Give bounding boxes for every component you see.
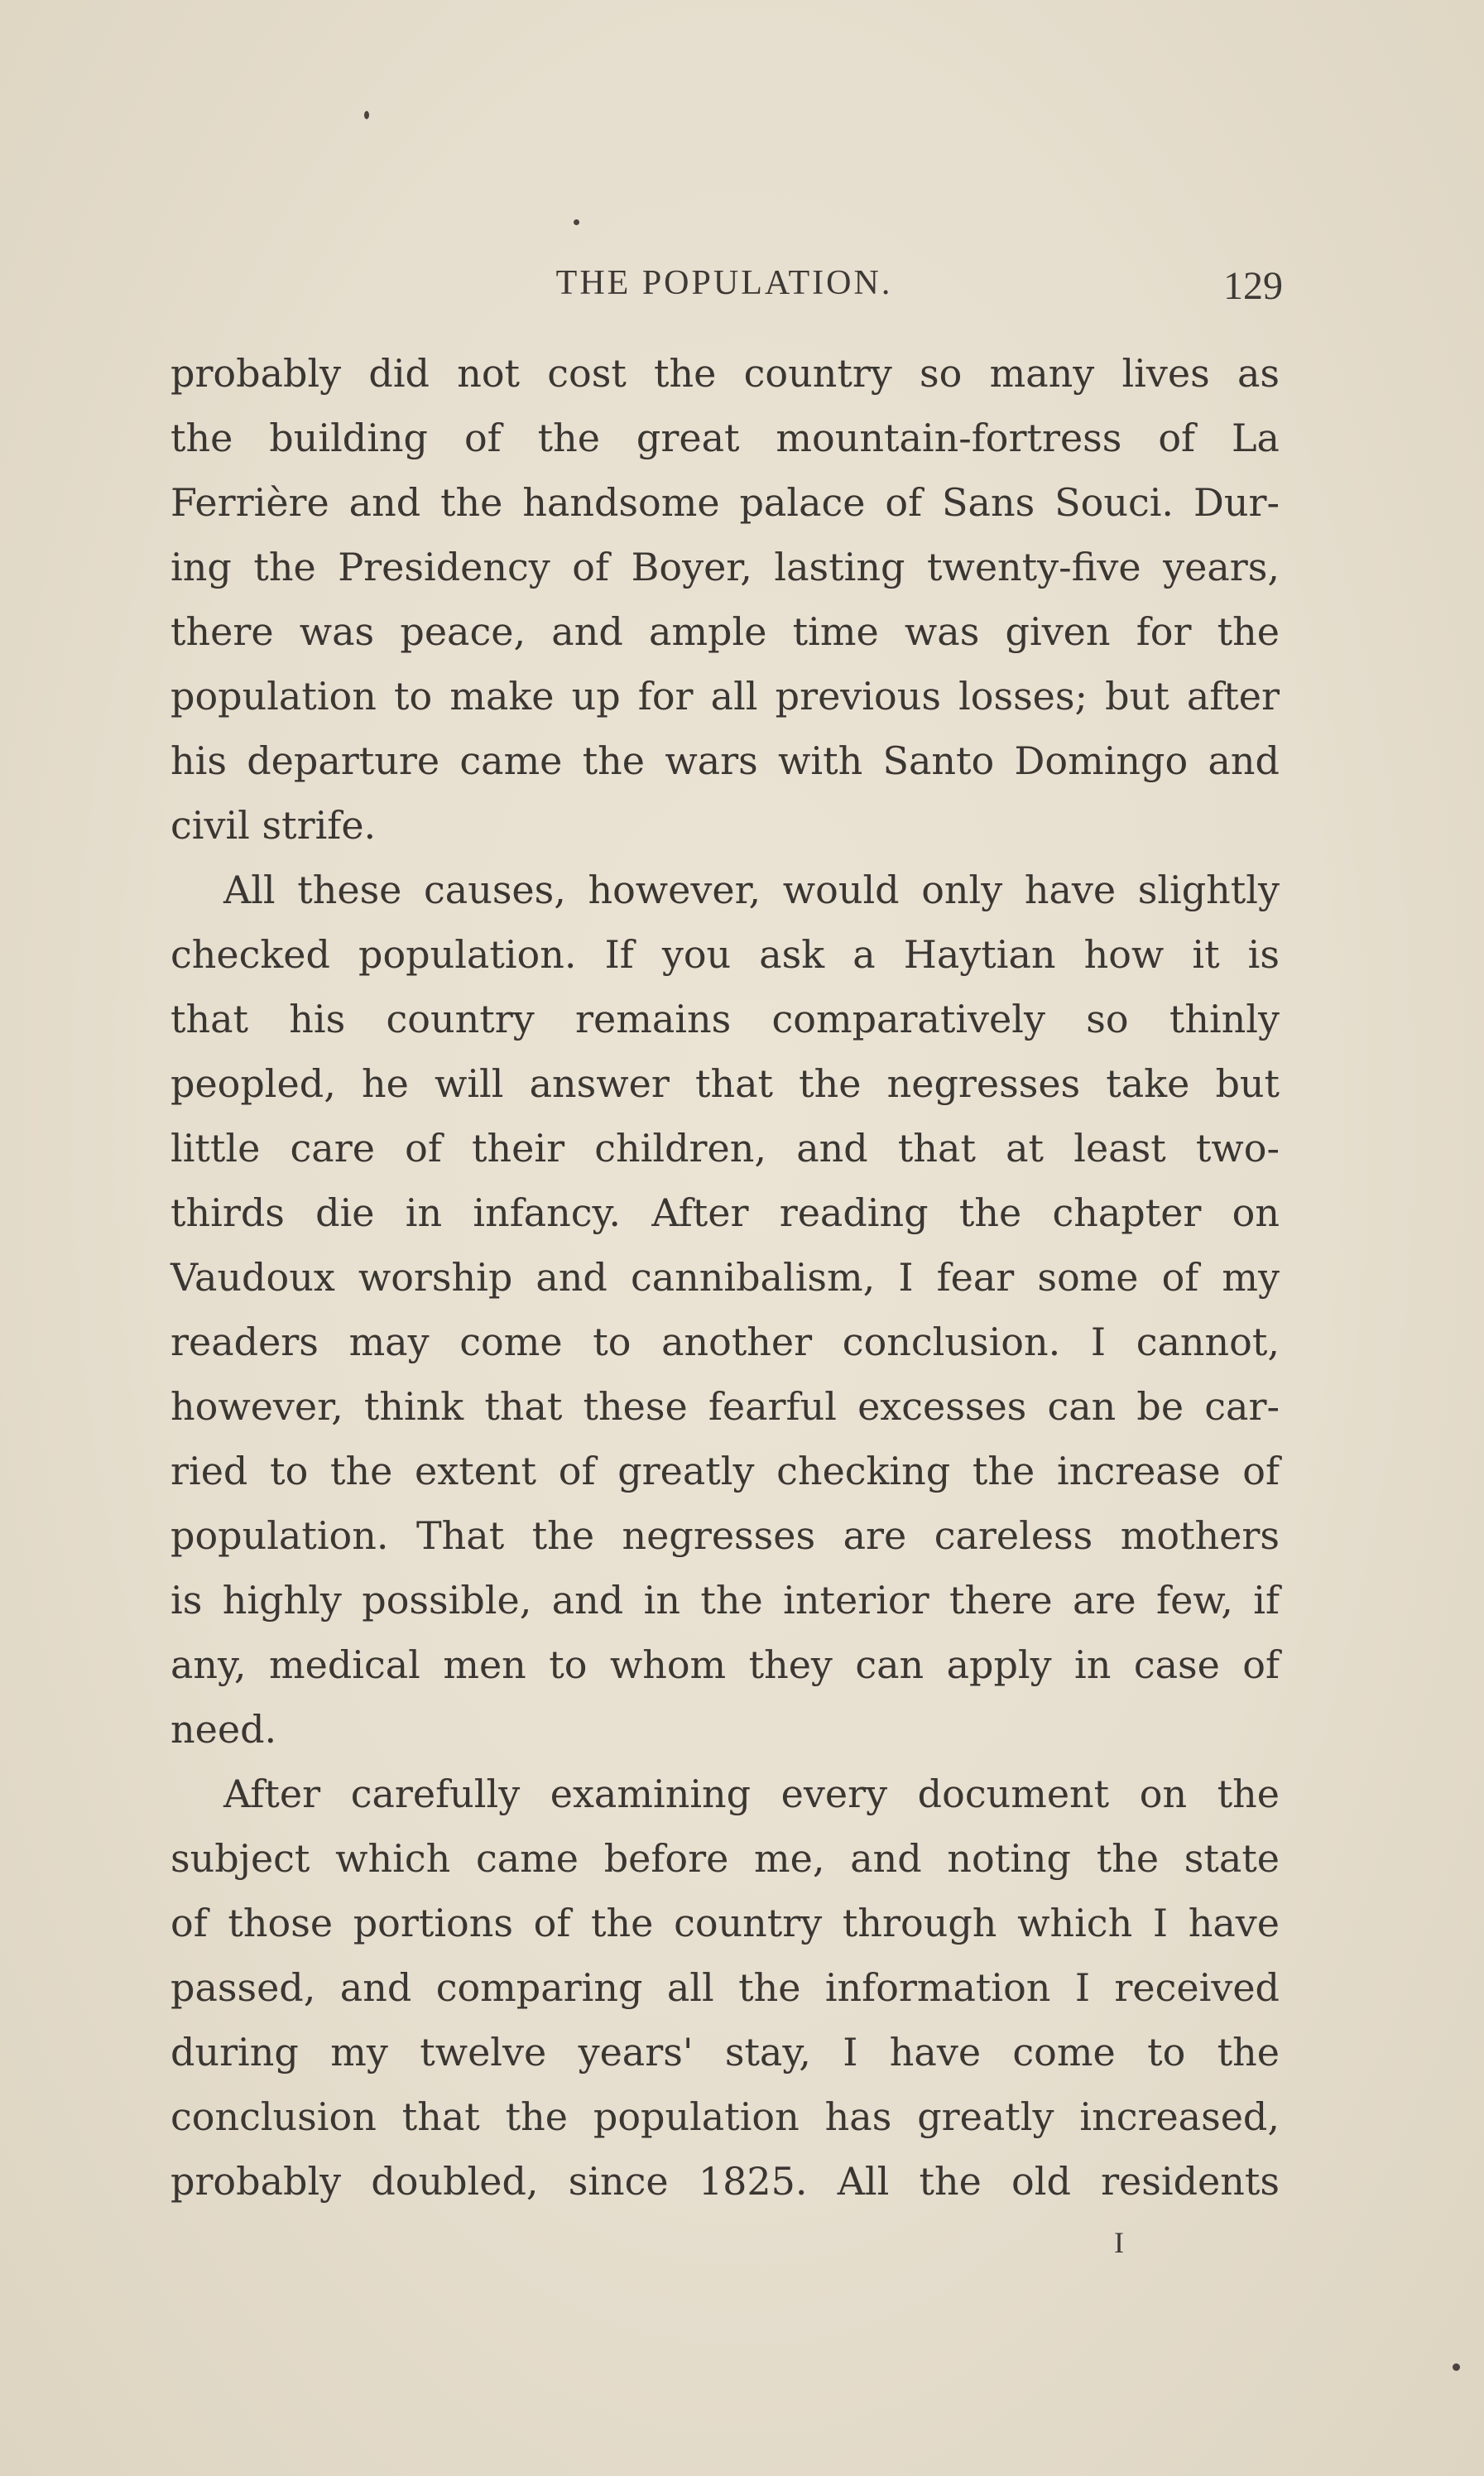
text-line: population to make up for all previous losses; but after bbox=[170, 674, 1280, 719]
text-line: readers may come to another conclusion. I cannot, bbox=[170, 1320, 1280, 1364]
text-line: during my twelve years' stay, I have come to the bbox=[170, 2030, 1280, 2075]
text-line: conclusion that the population has greatly increased, bbox=[170, 2094, 1280, 2139]
text-line: All these causes, however, would only have slightly bbox=[223, 868, 1280, 912]
text-line: ing the Presidency of Boyer, lasting twenty-five years, bbox=[170, 545, 1280, 589]
text-line: subject which came before me, and noting the state bbox=[170, 1836, 1280, 1881]
text-line: that his country remains comparatively so thinly bbox=[170, 997, 1280, 1041]
text-line: need. bbox=[170, 1707, 277, 1752]
ink-speck bbox=[364, 111, 369, 119]
text-line: of those portions of the country through which I have bbox=[170, 1901, 1280, 1945]
text-line: peopled, he will answer that the negresses take but bbox=[170, 1061, 1280, 1106]
text-line: the building of the great mountain-fortress of La bbox=[170, 416, 1280, 460]
text-line: passed, and comparing all the information I received bbox=[170, 1965, 1280, 2010]
text-line: Vaudoux worship and cannibalism, I fear some of my bbox=[170, 1255, 1280, 1300]
text-line: civil strife. bbox=[170, 803, 377, 848]
ink-speck bbox=[1453, 2363, 1460, 2371]
text-line: is highly possible, and in the interior there are few, if bbox=[170, 1578, 1280, 1623]
text-line: probably doubled, since 1825. All the old residents bbox=[170, 2159, 1280, 2204]
ink-speck bbox=[574, 219, 579, 225]
text-line: checked population. If you ask a Haytian how it is bbox=[170, 932, 1280, 977]
text-line: his departure came the wars with Santo Domingo and bbox=[170, 738, 1280, 783]
text-line: however, think that these fearful excesses can be car- bbox=[170, 1384, 1280, 1429]
text-line: any, medical men to whom they can apply in case of bbox=[170, 1642, 1280, 1687]
page-header bbox=[166, 263, 1283, 321]
text-line: population. That the negresses are careless mothers bbox=[170, 1513, 1280, 1558]
text-line: thirds die in infancy. After reading the chapter on bbox=[170, 1190, 1280, 1235]
body-text bbox=[170, 341, 1280, 2214]
text-line: After carefully examining every document on the bbox=[223, 1772, 1280, 1816]
text-line: there was peace, and ample time was given for the bbox=[170, 609, 1280, 654]
page-number: 129 bbox=[1223, 264, 1283, 308]
text-line: little care of their children, and that at least two- bbox=[170, 1126, 1280, 1171]
text-line: probably did not cost the country so many lives as bbox=[170, 351, 1280, 396]
running-head: THE POPULATION. bbox=[555, 264, 893, 302]
signature-mark: I bbox=[1114, 2226, 1124, 2259]
text-line: ried to the extent of greatly checking the increase of bbox=[170, 1449, 1280, 1493]
text-line: Ferrière and the handsome palace of Sans Souci. Dur- bbox=[170, 480, 1280, 525]
